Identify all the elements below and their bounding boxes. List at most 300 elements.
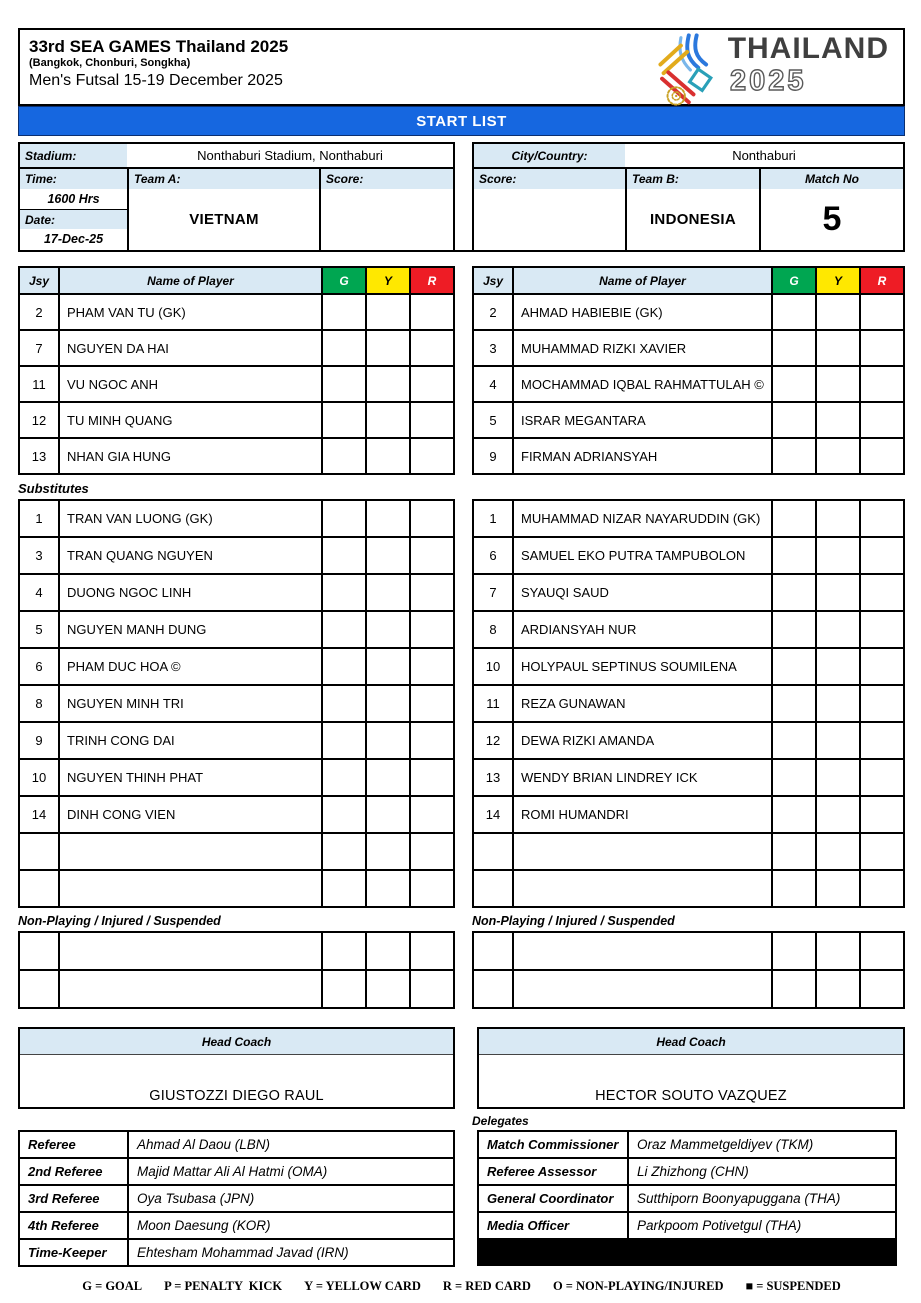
goal-cell xyxy=(771,501,815,536)
goal-header: G xyxy=(771,268,815,293)
score-b-label: Score: xyxy=(474,169,625,189)
red-card-cell xyxy=(859,538,903,573)
legend xyxy=(18,1279,905,1294)
table-row xyxy=(20,832,453,869)
red-card-cell xyxy=(859,760,903,795)
player-name-cell: PHAM DUC HOA © xyxy=(58,649,321,684)
logo-text xyxy=(728,33,889,102)
goal-cell xyxy=(771,403,815,437)
yellow-card-cell xyxy=(815,649,859,684)
jersey-number-cell: 12 xyxy=(485,733,501,748)
jersey-number-cell xyxy=(20,834,58,869)
official-name-cell: Li Zhizhong (CHN) xyxy=(627,1159,895,1184)
delegates-label-row xyxy=(18,1109,905,1130)
official-name-cell: Parkpoom Potivetgul (THA) xyxy=(627,1213,895,1238)
jersey-number-cell: 8 xyxy=(489,622,497,637)
player-name-cell: TRAN VAN LUONG (GK) xyxy=(58,501,321,536)
yellow-card-cell xyxy=(365,649,409,684)
table-row xyxy=(20,329,453,365)
goal-cell xyxy=(771,538,815,573)
table-row xyxy=(479,1132,895,1157)
table-row xyxy=(474,721,903,758)
jersey-number-cell: 8 xyxy=(35,696,43,711)
red-card-cell xyxy=(859,971,903,1007)
official-name-cell: Oraz Mammetgeldiyev (TKM) xyxy=(627,1132,895,1157)
date-value: 17-Dec-25 xyxy=(43,232,104,246)
red-card-cell xyxy=(859,439,903,473)
goal-cell xyxy=(771,834,815,869)
yellow-card-cell xyxy=(365,575,409,610)
substitutes-label: Substitutes xyxy=(18,481,89,496)
red-card-cell xyxy=(859,933,903,969)
red-card-cell xyxy=(409,501,453,536)
jersey-number-cell: 12 xyxy=(31,412,47,428)
stadium-label: Stadium: xyxy=(20,144,127,167)
jersey-number-cell xyxy=(474,871,512,906)
table-row xyxy=(474,610,903,647)
table-row xyxy=(20,1132,453,1157)
team-a-head-coach-box xyxy=(18,1027,455,1109)
player-name-cell: TRINH CONG DAI xyxy=(58,723,321,758)
goal-cell xyxy=(321,760,365,795)
table-row xyxy=(474,329,903,365)
jersey-number-cell: 13 xyxy=(485,770,501,785)
goal-cell xyxy=(771,649,815,684)
player-name-cell: WENDY BRIAN LINDREY ICK xyxy=(512,760,771,795)
goal-cell xyxy=(771,760,815,795)
goal-cell xyxy=(321,501,365,536)
goal-cell xyxy=(771,871,815,906)
jersey-number-cell: 2 xyxy=(35,304,43,320)
team-b-starters-table xyxy=(472,266,905,475)
jersey-number-cell: 1 xyxy=(35,511,43,526)
table-row xyxy=(20,1238,453,1265)
team-a-label: Team A: xyxy=(129,169,319,189)
goal-cell xyxy=(321,971,365,1007)
match-no-value: 5 xyxy=(822,200,842,238)
goal-cell xyxy=(321,439,365,473)
team-a-substitutes-table xyxy=(18,499,455,908)
delegates-label: Delegates xyxy=(472,1114,529,1128)
date-label: Date: xyxy=(20,209,127,229)
table-row xyxy=(474,969,903,1007)
player-name-cell xyxy=(512,933,771,969)
table-row xyxy=(474,293,903,329)
jersey-number-cell: 14 xyxy=(485,807,501,822)
player-name-cell: TRAN QUANG NGUYEN xyxy=(58,538,321,573)
red-card-cell xyxy=(409,612,453,647)
red-card-cell xyxy=(859,871,903,906)
player-name-cell: NGUYEN THINH PHAT xyxy=(58,760,321,795)
goal-cell xyxy=(321,367,365,401)
red-card-cell xyxy=(409,439,453,473)
team-a-non-playing-table xyxy=(18,931,455,1009)
logo-year xyxy=(728,65,858,97)
table-row xyxy=(479,1211,895,1238)
player-name-cell: DEWA RIZKI AMANDA xyxy=(512,723,771,758)
red-card-cell xyxy=(859,834,903,869)
official-name-cell: Oya Tsubasa (JPN) xyxy=(127,1186,453,1211)
time-label: Time: xyxy=(20,169,127,189)
player-name-cell: NGUYEN DA HAI xyxy=(58,331,321,365)
jersey-number-cell: 11 xyxy=(32,376,46,392)
table-row xyxy=(20,869,453,906)
yellow-card-cell xyxy=(815,538,859,573)
time-value: 1600 Hrs xyxy=(47,192,100,206)
table-row xyxy=(20,758,453,795)
yellow-card-cell xyxy=(815,723,859,758)
match-no-label: Match No xyxy=(761,169,903,189)
table-row xyxy=(20,969,453,1007)
jersey-number-cell: 1 xyxy=(489,511,497,526)
jersey-number-cell: 7 xyxy=(35,340,43,356)
official-role-cell: 4th Referee xyxy=(28,1218,99,1233)
jersey-number-cell xyxy=(20,871,58,906)
jsy-header: Jsy xyxy=(20,268,58,293)
official-role-cell: 3rd Referee xyxy=(28,1191,100,1206)
document-header xyxy=(18,28,905,106)
blackout-row xyxy=(479,1238,895,1264)
player-name-cell xyxy=(58,871,321,906)
table-row xyxy=(20,536,453,573)
table-row xyxy=(479,1157,895,1184)
table-row xyxy=(20,573,453,610)
red-card-cell xyxy=(859,797,903,832)
red-card-cell xyxy=(409,538,453,573)
red-card-cell xyxy=(409,797,453,832)
yellow-card-cell xyxy=(365,686,409,721)
table-row xyxy=(474,832,903,869)
yellow-card-cell xyxy=(365,367,409,401)
head-coach-section xyxy=(18,1027,905,1109)
yellow-card-cell xyxy=(365,933,409,969)
official-role-cell: Match Commissioner xyxy=(487,1137,619,1152)
yellow-card-cell xyxy=(365,295,409,329)
table-row xyxy=(474,401,903,437)
team-b-head-coach-box xyxy=(477,1027,905,1109)
goal-cell xyxy=(321,403,365,437)
page-subtitle: (Bangkok, Chonburi, Songkha) xyxy=(29,57,191,69)
legend-item: ■ = SUSPENDED xyxy=(745,1279,841,1293)
legend-item: Y = YELLOW CARD xyxy=(304,1279,421,1293)
legend-item: P = PENALTY KICK xyxy=(164,1279,283,1293)
jersey-number-cell: 14 xyxy=(31,807,47,822)
goal-cell xyxy=(321,834,365,869)
yellow-card-cell xyxy=(815,403,859,437)
red-header: R xyxy=(859,268,903,293)
head-coach-name: GIUSTOZZI DIEGO RAUL xyxy=(149,1088,324,1104)
yellow-card-cell xyxy=(365,403,409,437)
yellow-header: Y xyxy=(815,268,859,293)
jersey-number-cell xyxy=(474,933,512,969)
official-name-cell: Sutthiporn Boonyapuggana (THA) xyxy=(627,1186,895,1211)
goal-cell xyxy=(321,871,365,906)
yellow-card-cell xyxy=(815,501,859,536)
goal-cell xyxy=(321,295,365,329)
substitutes-section xyxy=(18,499,905,908)
table-row xyxy=(20,1157,453,1184)
table-row xyxy=(20,1211,453,1238)
player-name-cell xyxy=(512,971,771,1007)
table-row xyxy=(474,536,903,573)
jersey-number-cell: 5 xyxy=(35,622,43,637)
table-row xyxy=(20,795,453,832)
table-row xyxy=(474,933,903,969)
team-b-substitutes-table xyxy=(472,499,905,908)
jersey-number-cell: 3 xyxy=(489,340,497,356)
player-name-cell: SYAUQI SAUD xyxy=(512,575,771,610)
non-playing-label: Non-Playing / Injured / Suspended xyxy=(18,914,221,928)
player-name-cell: FIRMAN ADRIANSYAH xyxy=(512,439,771,473)
table-row xyxy=(479,1184,895,1211)
non-playing-label: Non-Playing / Injured / Suspended xyxy=(472,914,675,928)
official-role-cell: Referee xyxy=(28,1137,76,1152)
table-row xyxy=(20,647,453,684)
yellow-card-cell xyxy=(365,501,409,536)
score-a-label: Score: xyxy=(321,169,453,189)
player-name-cell: AHMAD HABIEBIE (GK) xyxy=(512,295,771,329)
goal-cell xyxy=(771,367,815,401)
start-list-banner-text: START LIST xyxy=(416,112,507,130)
jersey-number-cell: 4 xyxy=(35,585,43,600)
team-b-label: Team B: xyxy=(627,169,759,189)
jersey-number-cell: 13 xyxy=(31,448,47,464)
jersey-number-cell: 6 xyxy=(489,548,497,563)
official-role-cell: 2nd Referee xyxy=(28,1164,103,1179)
red-card-cell xyxy=(859,367,903,401)
red-card-cell xyxy=(859,403,903,437)
thailand-2025-logo xyxy=(652,30,903,104)
yellow-card-cell xyxy=(815,686,859,721)
yellow-card-cell xyxy=(815,575,859,610)
head-coach-name: HECTOR SOUTO VAZQUEZ xyxy=(595,1088,787,1104)
start-list-banner xyxy=(18,106,905,136)
jersey-number-cell xyxy=(20,933,58,969)
goal-cell xyxy=(771,575,815,610)
table-row xyxy=(20,365,453,401)
table-row xyxy=(474,795,903,832)
name-header: Name of Player xyxy=(512,268,771,293)
table-row xyxy=(474,758,903,795)
goal-cell xyxy=(771,295,815,329)
table-row xyxy=(474,573,903,610)
official-name-cell: Ehtesham Mohammad Javad (IRN) xyxy=(127,1240,453,1265)
team-b-name: INDONESIA xyxy=(649,211,737,228)
goal-header: G xyxy=(321,268,365,293)
table-row xyxy=(20,437,453,473)
player-name-cell: PHAM VAN TU (GK) xyxy=(58,295,321,329)
red-card-cell xyxy=(409,971,453,1007)
player-name-cell: HOLYPAUL SEPTINUS SOUMILENA xyxy=(512,649,771,684)
player-name-cell xyxy=(512,834,771,869)
player-name-cell: MUHAMMAD NIZAR NAYARUDDIN (GK) xyxy=(512,501,771,536)
table-row xyxy=(20,293,453,329)
stadium-value: Nonthaburi Stadium, Nonthaburi xyxy=(197,148,383,163)
yellow-card-cell xyxy=(365,834,409,869)
yellow-card-cell xyxy=(365,971,409,1007)
jersey-number-cell: 9 xyxy=(35,733,43,748)
player-name-cell: ARDIANSYAH NUR xyxy=(512,612,771,647)
player-name-cell: TU MINH QUANG xyxy=(58,403,321,437)
red-card-cell xyxy=(859,649,903,684)
yellow-card-cell xyxy=(365,538,409,573)
table-row xyxy=(474,869,903,906)
goal-cell xyxy=(771,439,815,473)
goal-cell xyxy=(321,612,365,647)
table-row xyxy=(474,501,903,536)
red-card-cell xyxy=(409,331,453,365)
player-name-cell xyxy=(58,933,321,969)
red-card-cell xyxy=(859,723,903,758)
player-name-cell xyxy=(58,834,321,869)
goal-cell xyxy=(771,612,815,647)
table-row xyxy=(20,610,453,647)
match-info-right xyxy=(472,142,905,252)
player-name-cell: ISRAR MEGANTARA xyxy=(512,403,771,437)
jersey-number-cell: 3 xyxy=(35,548,43,563)
table-row xyxy=(474,365,903,401)
goal-cell xyxy=(321,575,365,610)
official-role-cell: Referee Assessor xyxy=(487,1164,597,1179)
table-header-row xyxy=(20,268,453,293)
goal-cell xyxy=(321,649,365,684)
match-officials-table xyxy=(18,1130,455,1267)
goal-cell xyxy=(771,797,815,832)
red-card-cell xyxy=(409,760,453,795)
city-country-label: City/Country: xyxy=(474,144,625,167)
red-card-cell xyxy=(859,575,903,610)
score-a-cell xyxy=(321,189,453,250)
jersey-number-cell: 7 xyxy=(489,585,497,600)
table-row xyxy=(474,437,903,473)
jersey-number-cell xyxy=(474,971,512,1007)
score-b-cell xyxy=(474,189,625,250)
red-card-cell xyxy=(859,686,903,721)
non-playing-section xyxy=(18,931,905,1009)
non-playing-labels xyxy=(18,908,905,931)
goal-cell xyxy=(321,933,365,969)
team-a-name: VIETNAM xyxy=(189,211,259,228)
goal-cell xyxy=(771,331,815,365)
legend-item: O = NON-PLAYING/INJURED xyxy=(552,1279,724,1293)
team-b-non-playing-table xyxy=(472,931,905,1009)
jersey-number-cell: 5 xyxy=(489,412,497,428)
yellow-card-cell xyxy=(815,971,859,1007)
yellow-card-cell xyxy=(365,331,409,365)
red-card-cell xyxy=(409,933,453,969)
red-card-cell xyxy=(409,403,453,437)
goal-cell xyxy=(771,723,815,758)
player-name-cell: SAMUEL EKO PUTRA TAMPUBOLON xyxy=(512,538,771,573)
player-name-cell: MOCHAMMAD IQBAL RAHMATTULAH © xyxy=(512,367,771,401)
official-role-cell: Media Officer xyxy=(487,1218,570,1233)
table-row xyxy=(20,684,453,721)
red-card-cell xyxy=(409,649,453,684)
goal-cell xyxy=(771,686,815,721)
table-row xyxy=(474,647,903,684)
red-card-cell xyxy=(859,612,903,647)
head-coach-header: Head Coach xyxy=(479,1029,903,1055)
event-title: Men's Futsal 15-19 December 2025 xyxy=(29,72,283,89)
legend-item: R = RED CARD xyxy=(442,1279,531,1293)
player-name-cell: ROMI HUMANDRI xyxy=(512,797,771,832)
red-header: R xyxy=(409,268,453,293)
table-row xyxy=(20,933,453,969)
player-name-cell: DINH CONG VIEN xyxy=(58,797,321,832)
city-country-value: Nonthaburi xyxy=(732,148,796,163)
jersey-number-cell: 10 xyxy=(31,770,47,785)
goal-cell xyxy=(771,971,815,1007)
red-card-cell xyxy=(409,686,453,721)
match-info-grid xyxy=(18,142,905,252)
jersey-number-cell: 4 xyxy=(489,376,497,392)
official-name-cell: Moon Daesung (KOR) xyxy=(127,1213,453,1238)
yellow-card-cell xyxy=(365,871,409,906)
red-card-cell xyxy=(859,501,903,536)
yellow-card-cell xyxy=(365,797,409,832)
yellow-card-cell xyxy=(815,612,859,647)
red-card-cell xyxy=(859,331,903,365)
table-row xyxy=(20,721,453,758)
jersey-number-cell: 2 xyxy=(489,304,497,320)
goal-cell xyxy=(321,538,365,573)
yellow-card-cell xyxy=(365,760,409,795)
center-divider-strip xyxy=(455,142,472,252)
starters-section xyxy=(18,266,905,475)
yellow-card-cell xyxy=(815,933,859,969)
yellow-card-cell xyxy=(815,797,859,832)
table-header-row xyxy=(474,268,903,293)
name-header: Name of Player xyxy=(58,268,321,293)
red-card-cell xyxy=(409,367,453,401)
table-row xyxy=(474,684,903,721)
yellow-card-cell xyxy=(815,439,859,473)
logo-wordmark: THAILAND xyxy=(727,32,889,65)
jersey-number-cell: 11 xyxy=(486,696,500,711)
yellow-header: Y xyxy=(365,268,409,293)
yellow-card-cell xyxy=(815,760,859,795)
team-a-starters-table xyxy=(18,266,455,475)
officials-section xyxy=(18,1130,905,1267)
goal-cell xyxy=(321,723,365,758)
player-name-cell: NGUYEN MINH TRI xyxy=(58,686,321,721)
official-role-cell: General Coordinator xyxy=(487,1191,614,1206)
goal-cell xyxy=(321,331,365,365)
yellow-card-cell xyxy=(365,439,409,473)
yellow-card-cell xyxy=(365,612,409,647)
goal-cell xyxy=(321,686,365,721)
sea-games-weave-icon xyxy=(652,33,724,107)
yellow-card-cell xyxy=(815,834,859,869)
player-name-cell: NHAN GIA HUNG xyxy=(58,439,321,473)
yellow-card-cell xyxy=(815,367,859,401)
red-card-cell xyxy=(409,295,453,329)
player-name-cell: VU NGOC ANH xyxy=(58,367,321,401)
page-title: 33rd SEA GAMES Thailand 2025 xyxy=(29,37,289,56)
yellow-card-cell xyxy=(815,295,859,329)
title-block xyxy=(20,30,288,104)
jersey-number-cell xyxy=(474,834,512,869)
player-name-cell: MUHAMMAD RIZKI XAVIER xyxy=(512,331,771,365)
official-role-cell: Time-Keeper xyxy=(28,1245,107,1260)
red-card-cell xyxy=(859,295,903,329)
legend-item: G = GOAL xyxy=(82,1279,143,1293)
yellow-card-cell xyxy=(815,871,859,906)
jersey-number-cell: 6 xyxy=(35,659,43,674)
player-name-cell: NGUYEN MANH DUNG xyxy=(58,612,321,647)
player-name-cell xyxy=(512,871,771,906)
player-name-cell: DUONG NGOC LINH xyxy=(58,575,321,610)
